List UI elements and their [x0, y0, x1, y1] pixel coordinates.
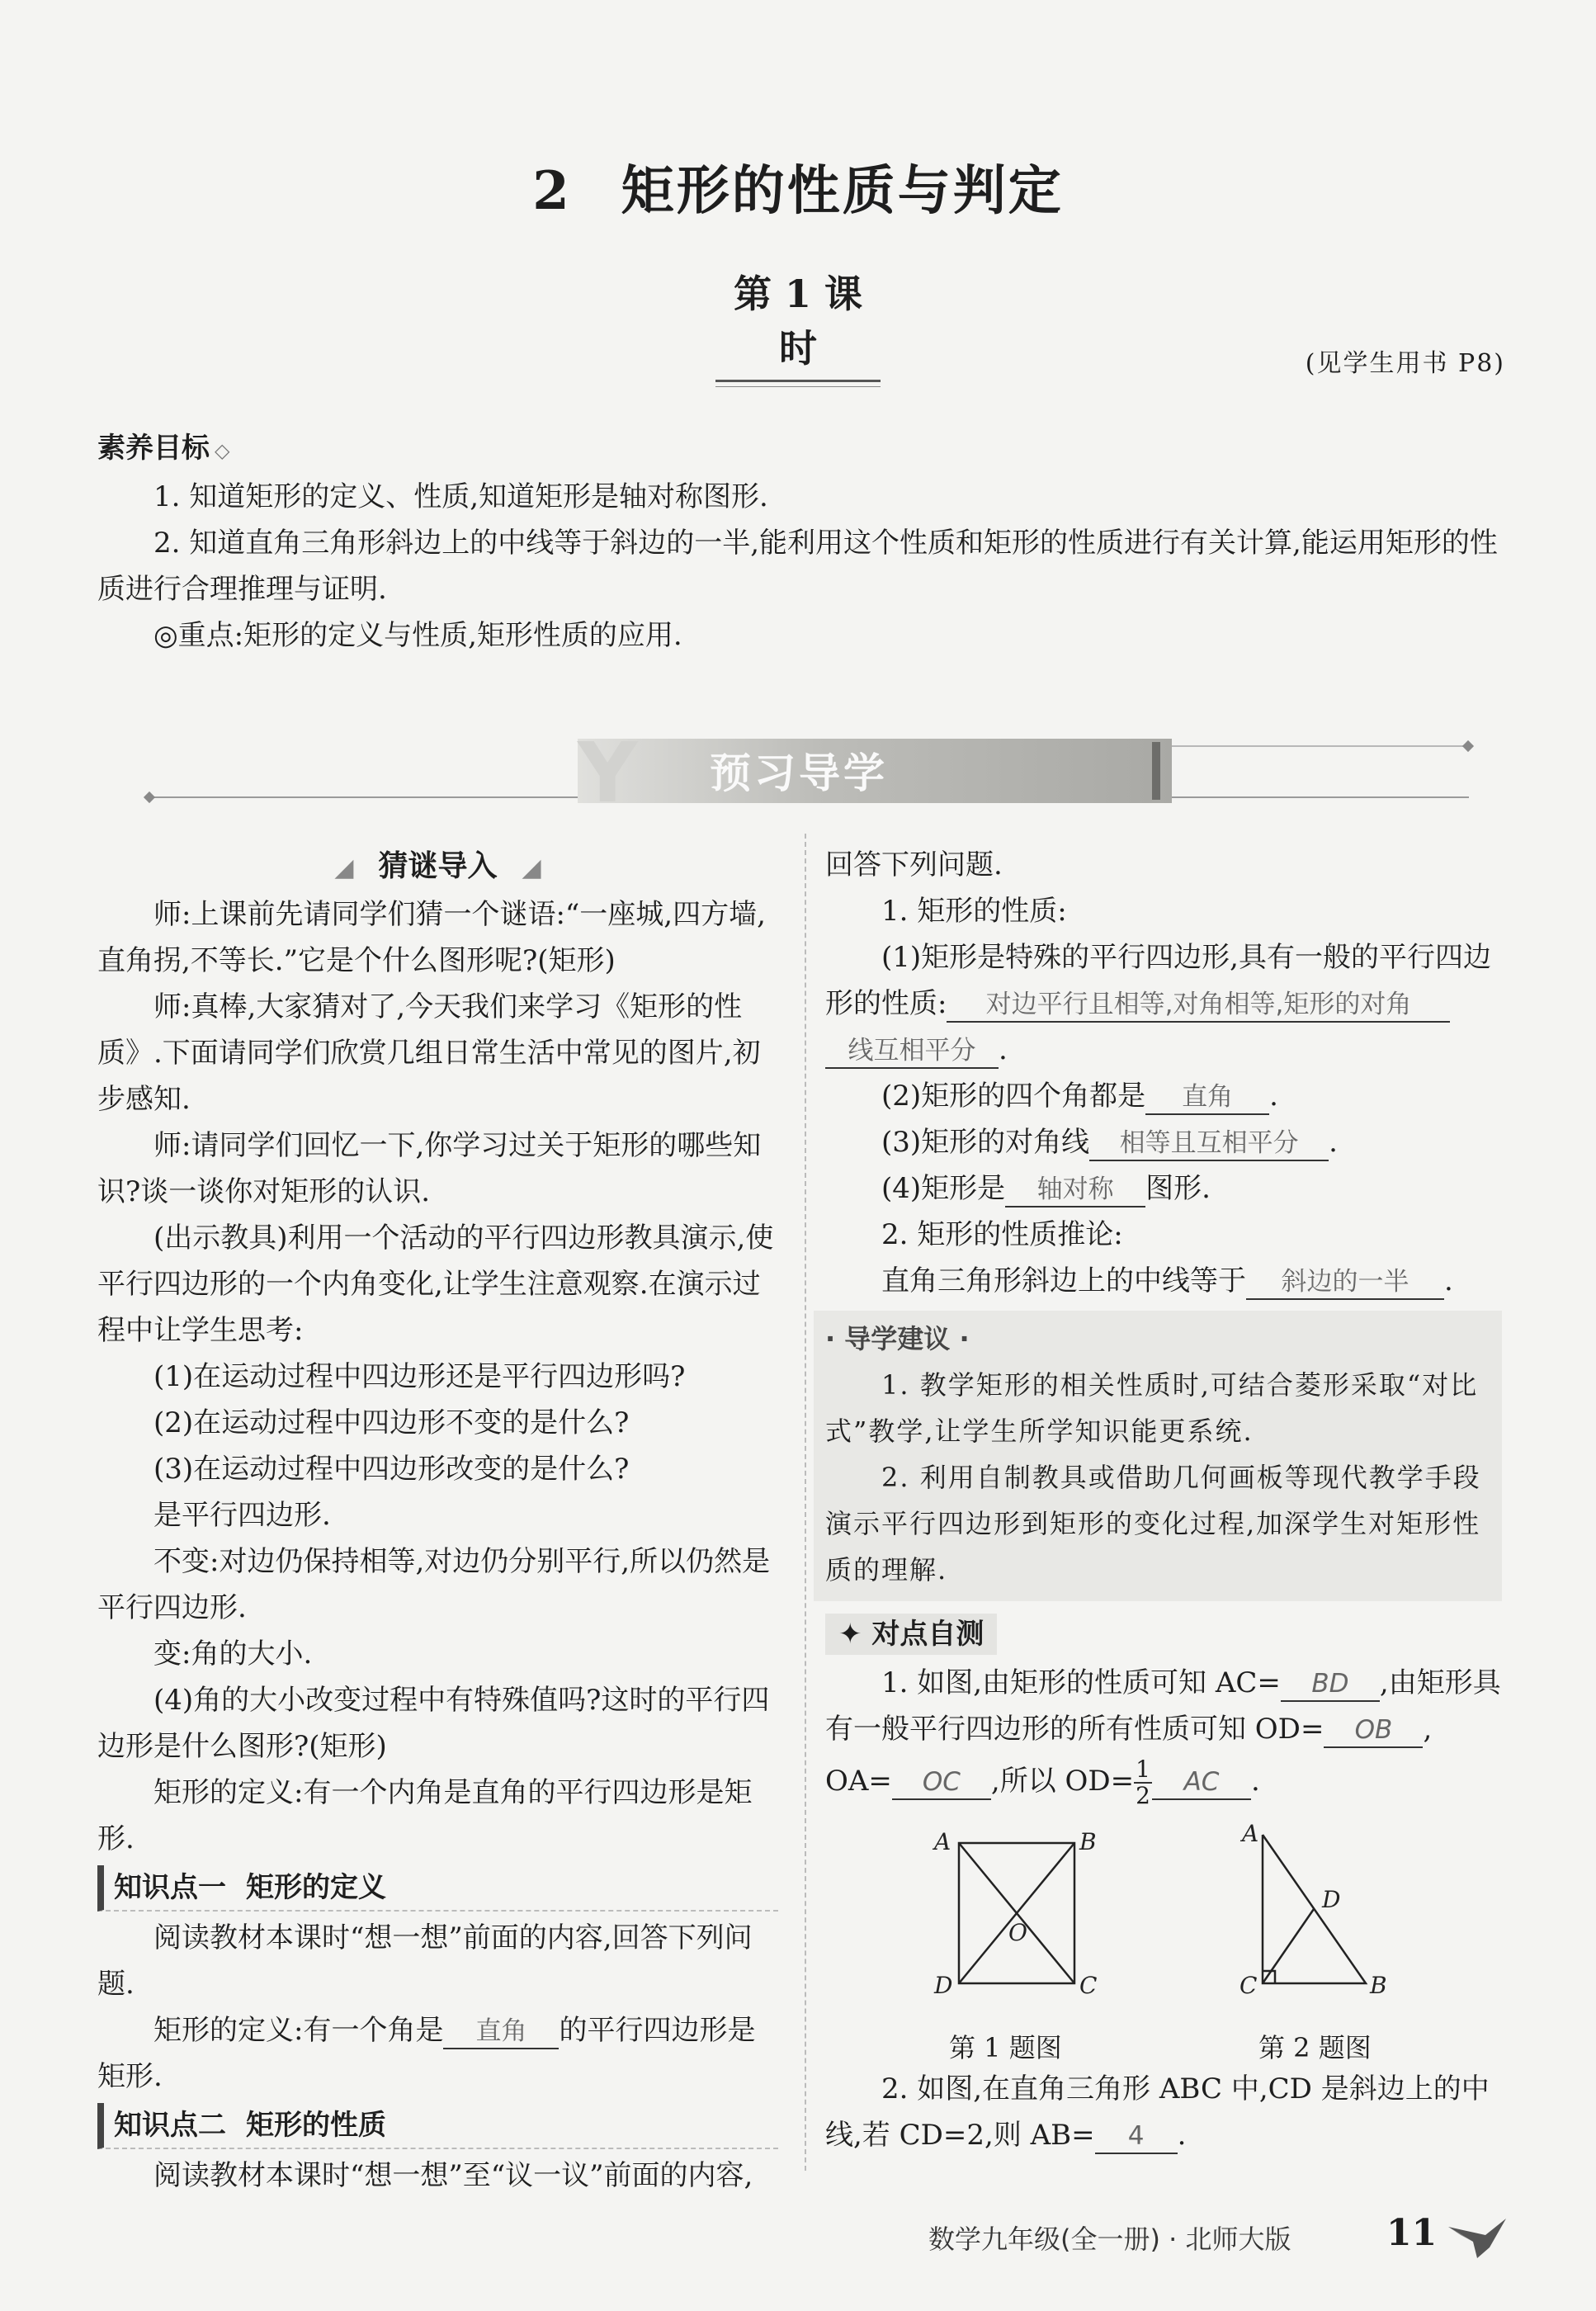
figures-svg — [825, 1818, 1502, 2025]
goals-section — [97, 425, 1509, 659]
paragraph: (3)在运动过程中四边形改变的是什么? — [153, 1453, 630, 1486]
paragraph: 变:角的大小. — [153, 1638, 313, 1671]
paragraph: (1)在运动过程中四边形还是平行四边形吗? — [153, 1360, 686, 1393]
figures — [825, 1818, 1502, 2066]
section-title — [0, 149, 1596, 224]
corollary-heading: 2. 矩形的性质推论: — [881, 1218, 1123, 1251]
figure-1 — [959, 1843, 1074, 1983]
paragraph: 不变:对边仍保持相等,对边仍分别平行,所以仍然是平行四边形. — [97, 1545, 771, 1624]
banner-bar — [1152, 742, 1160, 800]
question-text: 的平行四边形是矩形. — [97, 2014, 756, 2093]
label-b: B — [1079, 1828, 1097, 1855]
question-text: 矩形的定义:有一个角是 — [153, 2014, 444, 2047]
question-text: (4)矩形是 — [881, 1172, 1006, 1205]
suggestion-heading: · 导学建议 · — [825, 1323, 970, 1354]
triangle-icon: ◢ — [334, 853, 354, 882]
preview-banner — [149, 725, 1469, 821]
label-a: A — [934, 1828, 951, 1855]
answer-blank: 直角 — [443, 2015, 559, 2049]
column-divider — [805, 834, 806, 2171]
answer-blank: BD — [1281, 1667, 1380, 1702]
teaching-suggestion — [814, 1311, 1502, 1601]
answer-blank: 轴对称 — [1005, 1173, 1145, 1207]
question-text: (3)矩形的对角线 — [881, 1126, 1090, 1159]
kp1-title: 矩形的定义 — [246, 1871, 386, 1904]
knowledge-point-2-heading — [97, 2103, 778, 2149]
sparkle-icon: ✦ — [838, 1618, 872, 1651]
paragraph: (出示教具)利用一个活动的平行四边形教具演示,使平行四边形的一个内角变化,让学生注意观察.在演示过程中让学生思考: — [97, 1222, 774, 1347]
riddle-heading — [97, 842, 778, 891]
paragraph: 矩形的定义:有一个内角是直角的平行四边形是矩形. — [97, 1776, 753, 1855]
left-column — [97, 842, 778, 2199]
lesson-label: 第 1 课时 — [715, 264, 881, 382]
banner-letter: Y — [578, 725, 638, 821]
paragraph: (4)角的大小改变过程中有特殊值吗?这时的平行四边形是什么图形?(矩形) — [97, 1684, 770, 1763]
section-number: 2 — [532, 160, 572, 222]
question-text: 1. 如图,由矩形的性质可知 AC= — [881, 1666, 1281, 1699]
label-a: A — [1242, 1820, 1259, 1847]
self-test-text: 对点自测 — [871, 1618, 985, 1651]
answer-blank: 4 — [1095, 2120, 1178, 2154]
answer-blank: 对边平行且相等,对角相等,矩形的对角 — [947, 988, 1450, 1023]
paragraph: 是平行四边形. — [153, 1499, 331, 1532]
question-text: 直角三角形斜边上的中线等于 — [881, 1264, 1246, 1297]
fraction-numerator: 1 — [1136, 1756, 1150, 1783]
banner-title: 预习导学 — [710, 749, 888, 797]
property-1: (1)矩形是特殊的平行四边形,具有一般的平行四边形的性质: 对边平行且相等,对角相等,矩形的对角 线互相平分 . — [825, 934, 1502, 1073]
property-3: (3)矩形的对角线 相等且互相平分 . — [825, 1119, 1502, 1165]
question-text: ,所以 OD= — [990, 1765, 1135, 1798]
diamond-dot-icon — [1462, 740, 1474, 752]
label-c: C — [1079, 1972, 1098, 1999]
corollary: 直角三角形斜边上的中线等于 斜边的一半 . — [825, 1258, 1502, 1304]
figure-2 — [1263, 1835, 1366, 1983]
question-2: 2. 如图,在直角三角形 ABC 中,CD 是斜边上的中线,若 CD=2,则 AB= 4 . — [825, 2066, 1502, 2158]
question-text: (2)矩形的四个角都是 — [881, 1080, 1146, 1113]
property-2: (2)矩形的四个角都是 直角 . — [825, 1073, 1502, 1119]
answer-blank: 直角 — [1145, 1080, 1269, 1115]
right-column — [825, 842, 1502, 2158]
goal-item: 1. 知道矩形的定义、性质,知道矩形是轴对称图形. — [153, 480, 768, 513]
origami-bird-icon — [1444, 2210, 1510, 2260]
answer-blank: OC — [892, 1765, 991, 1800]
label-o: O — [1008, 1919, 1027, 1946]
question-text: ,由矩形具有一般平行四边形的所有性质可知 OD= — [825, 1666, 1501, 1746]
suggestion-item: 2. 利用自制教具或借助几何画板等现代教学手段演示平行四边形到矩形的变化过程,加深学生对矩形性质的理解. — [825, 1462, 1481, 1586]
paragraph: 回答下列问题. — [825, 848, 1003, 881]
paragraph: 阅读教材本课时“想一想”前面的内容,回答下列问题. — [97, 1921, 753, 2001]
question-text: 2. 如图,在直角三角形 ABC 中,CD 是斜边上的中线,若 CD=2,则 AB= — [825, 2072, 1490, 2152]
goals-heading-text: 素养目标 — [97, 432, 210, 465]
answer-blank: 线互相平分 — [825, 1034, 999, 1069]
diamond-dot-icon — [144, 792, 155, 803]
question-1: 1. 如图,由矩形的性质可知 AC= BD ,由矩形具有一般平行四边形的所有性质可知 OD= OB , — [825, 1660, 1502, 1752]
paragraph: 师:上课前先请同学们猜一个谜语:“一座城,四方墙,直角拐,不等长.”它是个什么图形呢?(矩形) — [97, 898, 766, 977]
question-text: 图形. — [1145, 1172, 1211, 1205]
paragraph: 师:请同学们回忆一下,你学习过关于矩形的哪些知识?谈一谈你对矩形的认识. — [97, 1129, 762, 1208]
paragraph: 师:真棒,大家猜对了,今天我们来学习《矩形的性质》.下面请同学们欣赏几组日常生活中常见的图片,初步感知. — [97, 990, 761, 1116]
page-number: 11 — [1386, 2212, 1438, 2254]
question-1-cont: OA= OC ,所以 OD= $\frac{1}{2}$ AC . — [825, 1756, 1260, 1809]
answer-blank: OB — [1324, 1713, 1423, 1748]
median-cd — [1263, 1909, 1314, 1983]
goal-item: 2. 知道直角三角形斜边上的中线等于斜边的一半,能利用这个性质和矩形的性质进行有关计算,能运用矩形的性质进行合理推理与证明. — [97, 527, 1498, 606]
knowledge-point-1-heading — [97, 1865, 778, 1912]
book-title: 数学九年级(全一册) · 北师大版 — [928, 2224, 1291, 2255]
kp2-label: 知识点二 — [114, 2109, 226, 2142]
answer-blank: AC — [1152, 1765, 1251, 1800]
answer-blank: 斜边的一半 — [1246, 1265, 1444, 1300]
figure-1-caption: 第 1 题图 — [949, 2032, 1062, 2063]
kp1-label: 知识点一 — [114, 1871, 226, 1904]
triangle-icon: ◢ — [522, 853, 541, 882]
self-test-heading — [825, 1614, 997, 1655]
label-c: C — [1239, 1972, 1258, 1999]
riddle-heading-text: 猜谜导入 — [378, 849, 498, 883]
paragraph: 阅读教材本课时“想一想”至“议一议”前面的内容, — [153, 2159, 753, 2192]
definition-question — [97, 2007, 778, 2100]
question-text: OA= — [825, 1765, 892, 1798]
section-title-text: 矩形的性质与判定 — [621, 160, 1064, 222]
question-text: (1)矩形是特殊的平行四边形,具有一般的平行四边形的性质: — [825, 941, 1491, 1020]
diamond-icon: ◇ — [215, 438, 230, 462]
answer-blank: 相等且互相平分 — [1089, 1127, 1329, 1161]
reference-note: (见学生用书 P8) — [1305, 349, 1505, 378]
fraction — [1134, 1757, 1152, 1808]
kp2-title: 矩形的性质 — [246, 2109, 386, 2142]
label-b: B — [1370, 1972, 1387, 1999]
property-4 — [825, 1165, 1502, 1212]
property-heading: 1. 矩形的性质: — [881, 895, 1067, 928]
figure-2-caption: 第 2 题图 — [1258, 2032, 1372, 2063]
suggestion-item: 1. 教学矩形的相关性质时,可结合菱形采取“对比式”教学,让学生所学知识能更系统. — [825, 1369, 1479, 1447]
paragraph: (2)在运动过程中四边形不变的是什么? — [153, 1406, 630, 1439]
goal-key-point: ◎重点:矩形的定义与性质,矩形性质的应用. — [153, 619, 682, 652]
label-d: D — [1322, 1886, 1341, 1913]
label-d: D — [934, 1972, 953, 1999]
fraction-denominator: 2 — [1136, 1782, 1150, 1809]
page-footer — [0, 2212, 1596, 2261]
goals-heading — [97, 425, 1509, 474]
